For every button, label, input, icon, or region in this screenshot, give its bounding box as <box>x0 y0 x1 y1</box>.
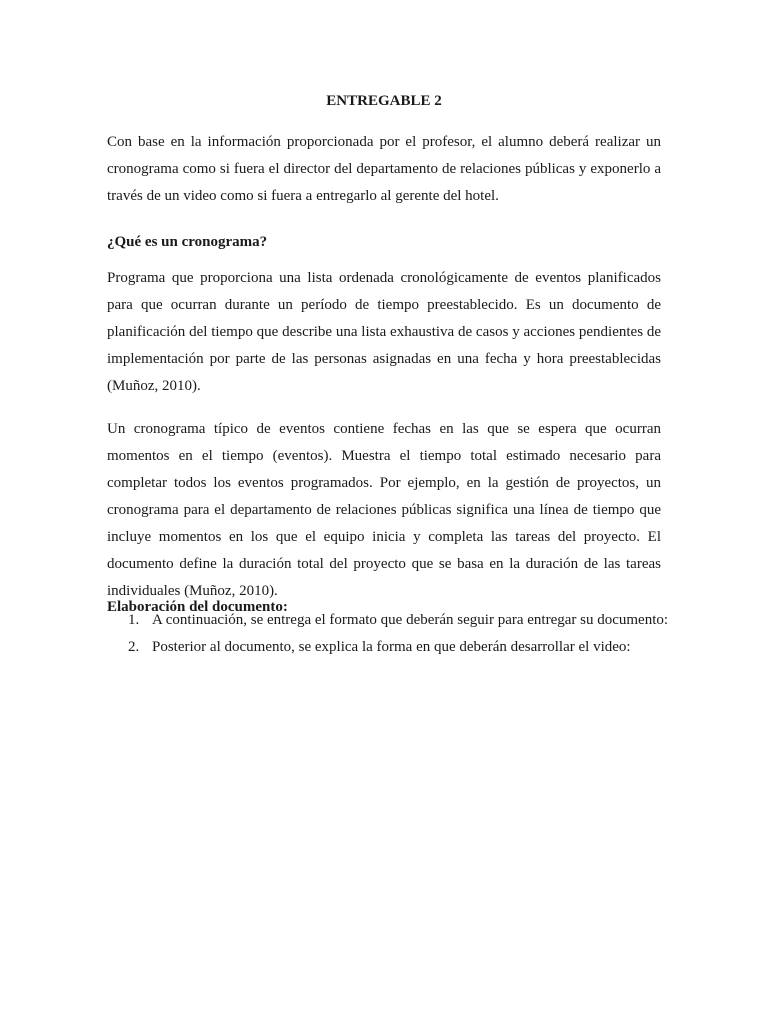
definition-paragraph: Programa que proporciona una lista ordenada cronológicamente de eventos planificados para que ocurran durante un período de tiempo preestablecido. Es un documento de planificación del tiempo que describe una lista exhaustiva de casos y acciones pendientes de implementación por parte de las personas asignadas en una fecha y hora preestablecidas (Muñoz, 2010). <box>107 270 661 394</box>
description-paragraph: Un cronograma típico de eventos contiene fechas en las que se espera que ocurran momentos en el tiempo (eventos). Muestra el tiempo total estimado necesario para completar todos los eventos programados. Por ejemplo, en la gestión de proyectos, un cronograma para el departamento de relaciones públicas significa una línea de tiempo que incluye momentos en los que el equipo inicia y completa las tareas del proyecto. El documento define la duración total del proyecto que se basa en la duración de las tareas individuales (Muñoz, 2010). <box>107 421 661 599</box>
list-item-text: Posterior al documento, se explica la forma en que deberán desarrollar el video: <box>152 639 631 655</box>
section-heading-cronograma: ¿Qué es un cronograma? <box>107 234 268 250</box>
document-title: ENTREGABLE 2 <box>326 93 442 109</box>
intro-paragraph: Con base en la información proporcionada por el profesor, el alumno deberá realizar un cronograma como si fuera el director del departamento de relaciones públicas y exponerlo a través de un video como si fuera a entregarlo al gerente del hotel. <box>107 134 661 204</box>
list-item <box>107 607 669 634</box>
section-heading-elaboracion: Elaboración del documento: <box>107 599 288 615</box>
list-item-number: 1. <box>128 612 140 628</box>
instructions-list <box>107 607 669 661</box>
list-item-number: 2. <box>128 639 140 655</box>
list-item-text: A continuación, se entrega el formato que deberán seguir para entregar su documento: <box>152 612 669 628</box>
list-item <box>107 634 661 661</box>
